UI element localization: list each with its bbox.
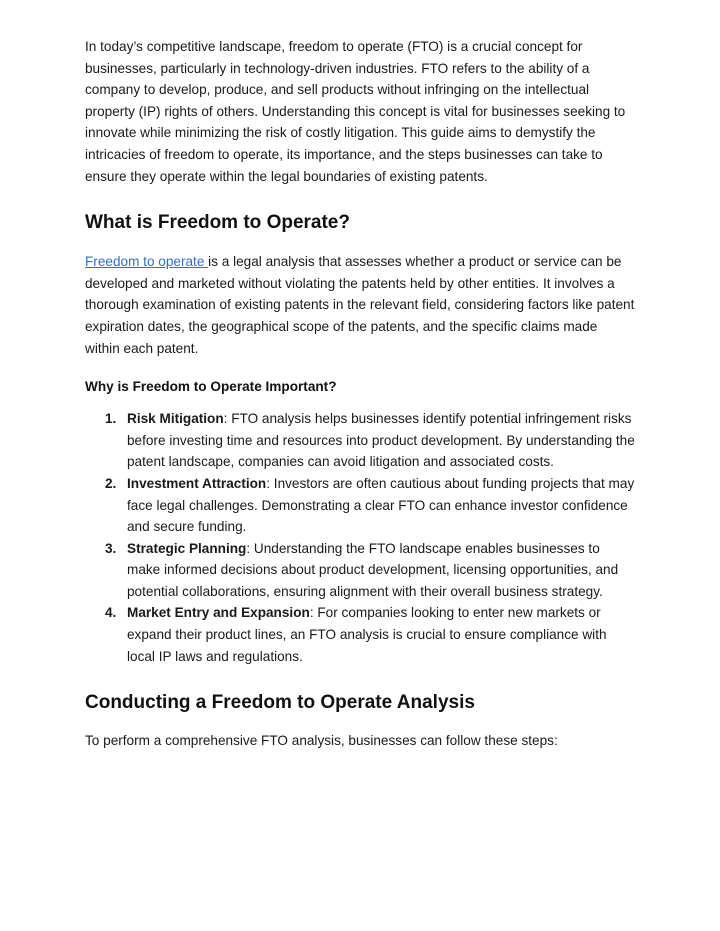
list-item — [85, 408, 635, 473]
intro-paragraph: In today’s competitive landscape, freedom to operate (FTO) is a crucial concept for businesses, particularly in technology-driven industries. FTO refers to the ability of a company to develop, produce, and sell products without infringing on the intellectual property (IP) rights of others. Understanding this concept is vital for businesses seeking to innovate while minimizing the risk of costly litigation. This guide aims to demystify the intricacies of freedom to operate, its importance, and the steps businesses can take to ensure they operate within the legal boundaries of existing patents. — [85, 39, 626, 184]
list-item-text: : Investors are often cautious about funding projects that may face legal challenges. Demonstrating a clear FTO can enhance investor confidence and secure funding. — [127, 475, 635, 535]
list-item-text: : FTO analysis helps businesses identify potential infringement risks before investing time and resources into product development. By understanding the patent landscape, companies can avoid litigation and associated costs. — [127, 411, 635, 470]
document-page — [85, 36, 635, 752]
list-item-term: Strategic Planning — [127, 540, 247, 556]
freedom-to-operate-link[interactable]: Freedom to operate — [85, 254, 209, 270]
list-item-number: 2. — [105, 475, 117, 491]
steps-intro-paragraph: To perform a comprehensive FTO analysis, businesses can follow these steps: — [85, 733, 558, 749]
list-item-number: 4. — [105, 605, 117, 621]
importance-list — [85, 408, 635, 667]
section-heading-conducting-analysis: Conducting a Freedom to Operate Analysis — [85, 692, 475, 714]
list-item — [85, 473, 635, 538]
list-item-term: Investment Attraction — [127, 475, 267, 491]
list-item-term: Risk Mitigation — [127, 411, 224, 427]
fto-definition-paragraph — [85, 251, 635, 359]
list-item — [85, 538, 635, 603]
list-item-text: : Understanding the FTO landscape enables businesses to make informed decisions about product development, licensing opportunities, and potential collaborations, ensuring alignment with their overall business strategy. — [127, 540, 619, 599]
subheading-why-important: Why is Freedom to Operate Important? — [85, 379, 337, 395]
list-item — [85, 602, 635, 667]
list-item-term: Market Entry and Expansion — [127, 605, 310, 621]
list-item-text: : For companies looking to enter new markets or expand their product lines, an FTO analysis is crucial to ensure compliance with local IP laws and regulations. — [127, 605, 607, 664]
list-item-number: 3. — [105, 540, 117, 556]
section-heading-what-is-fto: What is Freedom to Operate? — [85, 212, 350, 234]
list-item-number: 1. — [105, 411, 117, 427]
fto-definition-text: is a legal analysis that assesses whether a product or service can be developed and marketed without violating the patents held by other entities. It involves a thorough examination of existing patents in the relevant field, considering factors like patent expiration dates, the geographical scope of the patents, and the specific claims made within each patent. — [85, 254, 635, 356]
